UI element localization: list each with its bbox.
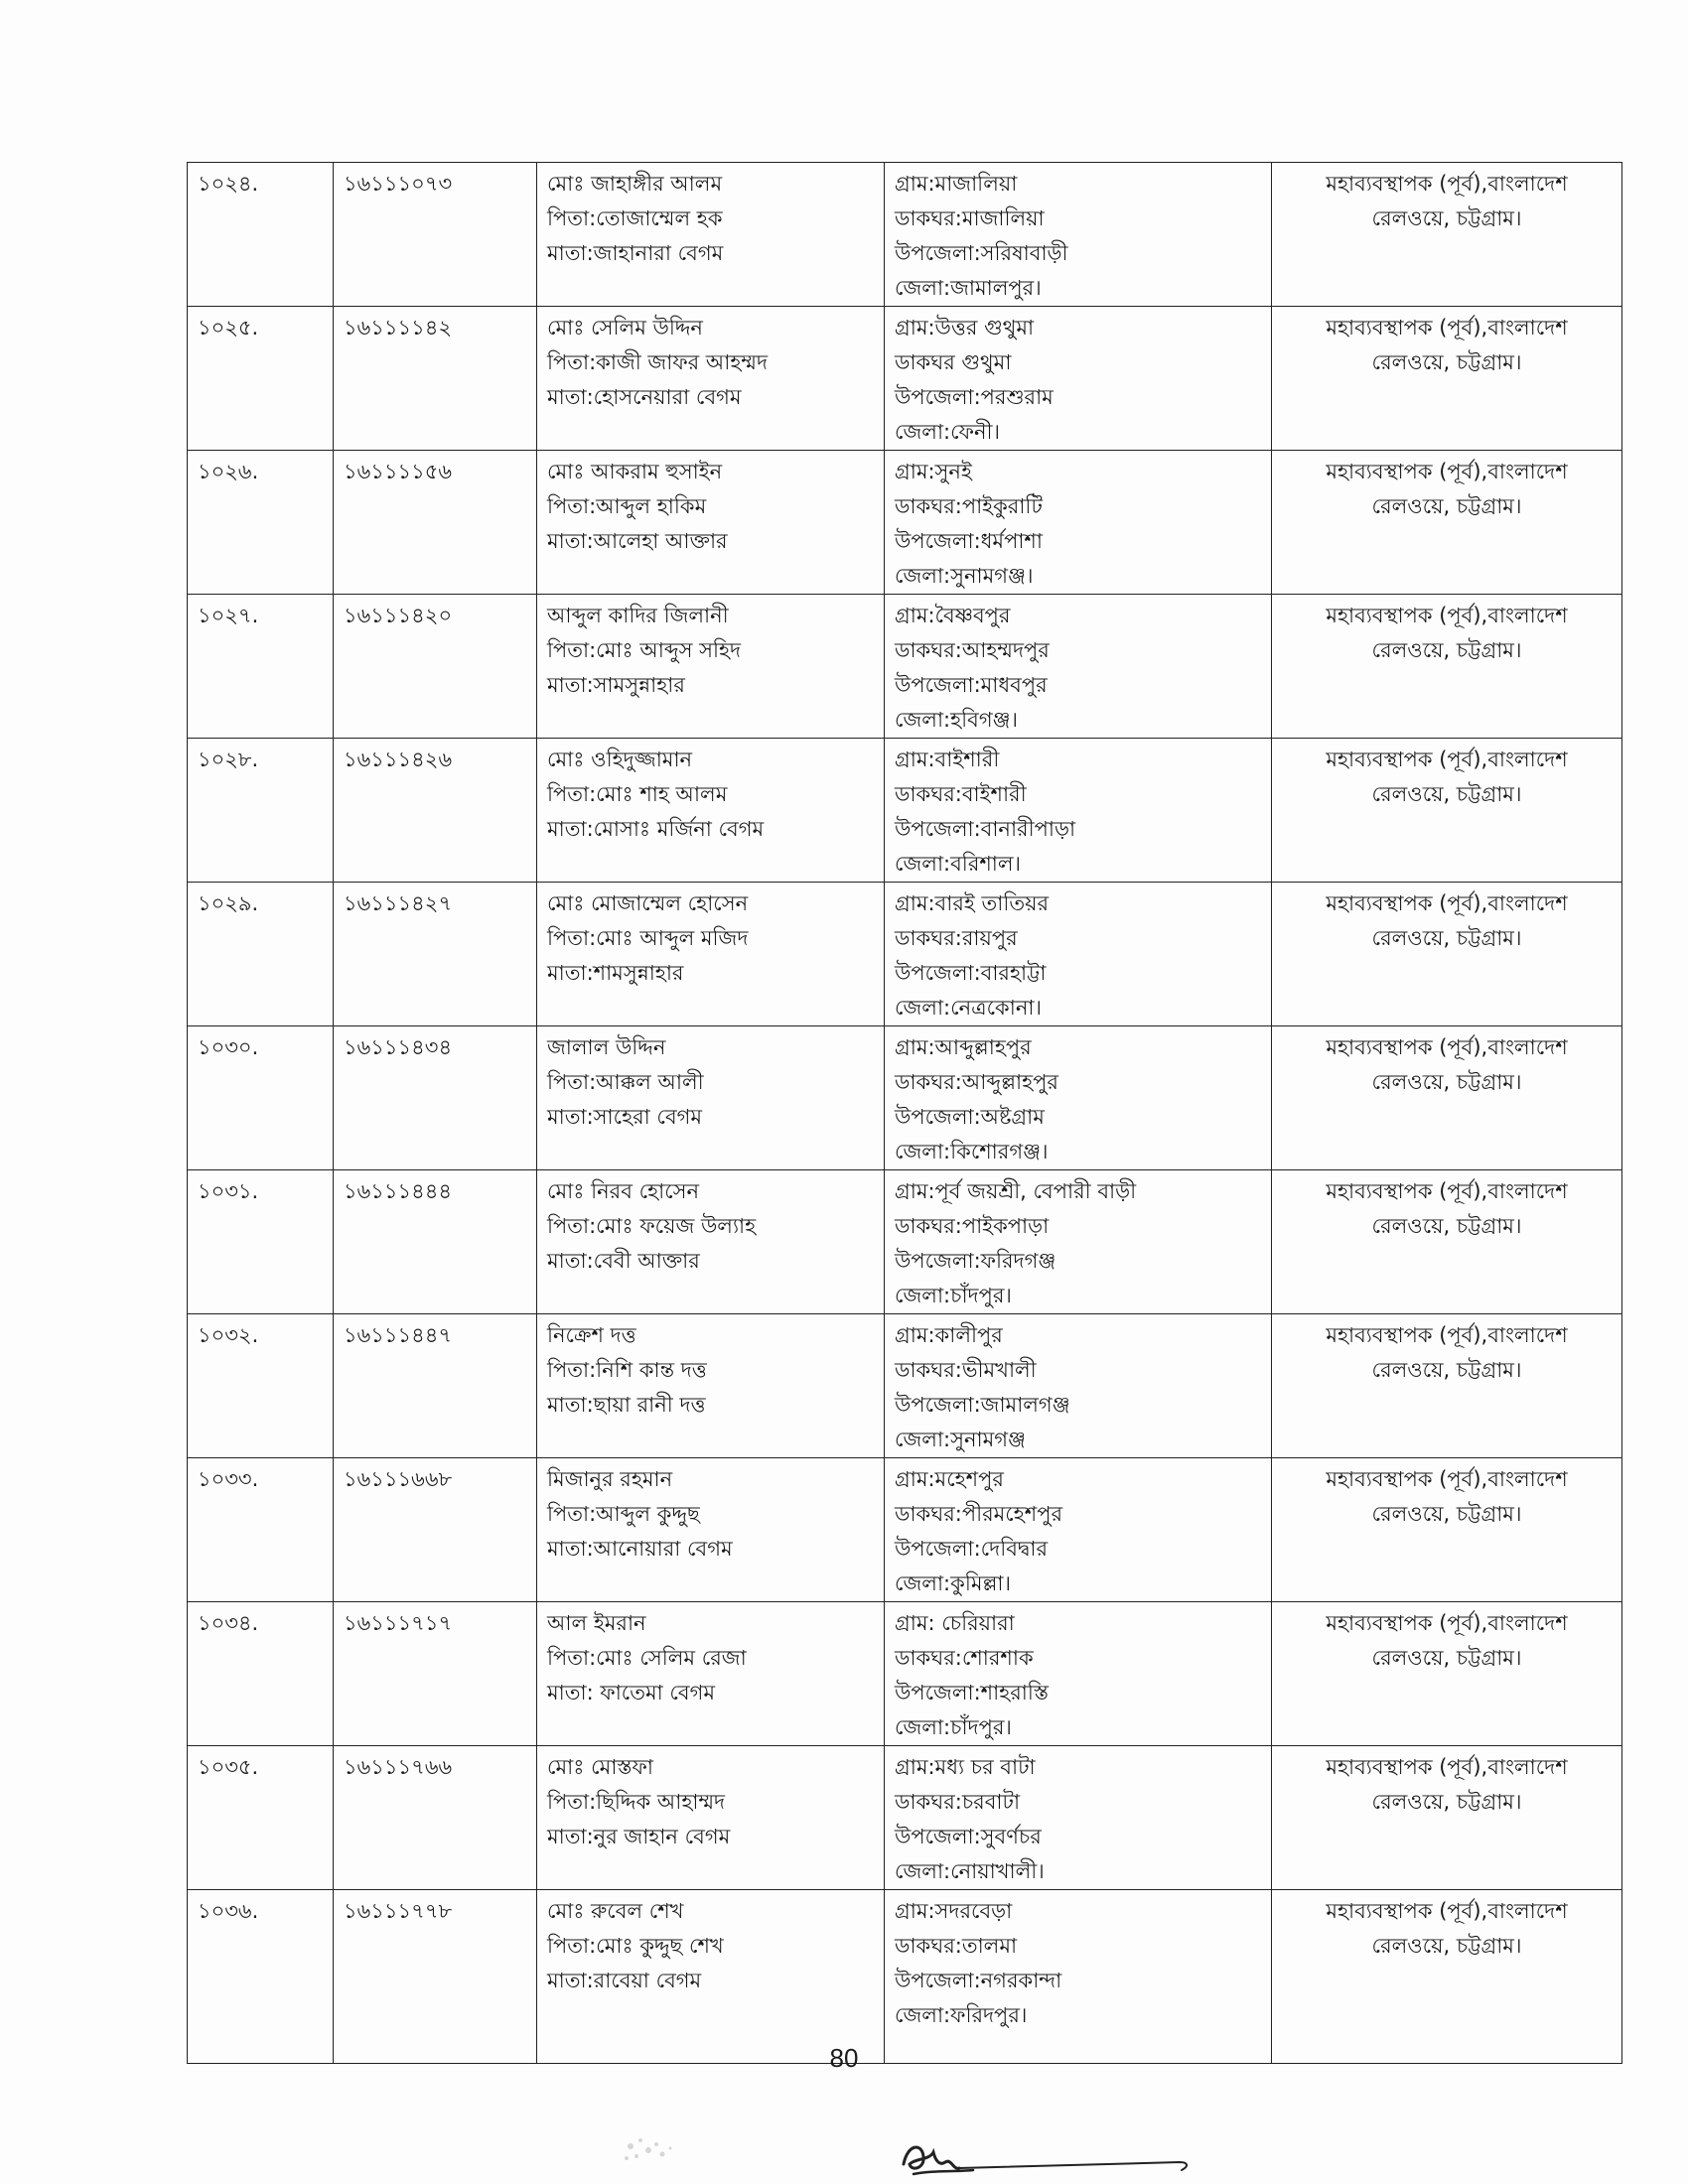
address-cell-district: জেলা:কুমিল্লা। bbox=[895, 1571, 1012, 1595]
name-cell bbox=[537, 1890, 885, 2064]
name-cell-name: জালাল উদ্দিন bbox=[547, 1035, 666, 1059]
candidate-table-body bbox=[188, 163, 1622, 2064]
roll-cell bbox=[334, 1890, 537, 2064]
office-cell-office-2: রেলওয়ে, চট্টগ্রাম। bbox=[1371, 1502, 1522, 1526]
serial-cell-serial: ১০৩৪. bbox=[198, 1611, 259, 1635]
name-cell bbox=[537, 883, 885, 1026]
address-cell-district: জেলা:চাঁদপুর। bbox=[895, 1715, 1012, 1739]
address-cell-upazila: উপজেলা:জামালগঞ্জ bbox=[895, 1393, 1070, 1417]
office-cell-office-2: রেলওয়ে, চট্টগ্রাম। bbox=[1371, 782, 1522, 806]
roll-cell-roll: ১৬১১১১৫৬ bbox=[344, 460, 453, 483]
address-cell-post: ডাকঘর:তালমা bbox=[895, 1934, 1018, 1958]
office-cell-office-1: মহাব্যবস্থাপক (পূর্ব),বাংলাদেশ bbox=[1326, 1755, 1568, 1779]
roll-cell bbox=[334, 883, 537, 1026]
serial-cell bbox=[188, 163, 334, 307]
address-cell-village: গ্রাম: চেরিয়ারা bbox=[895, 1611, 1015, 1635]
name-cell-mother: মাতা:মোসাঃ মর্জিনা বেগম bbox=[547, 817, 765, 841]
roll-cell bbox=[334, 1026, 537, 1170]
office-cell bbox=[1272, 1314, 1622, 1458]
address-cell-district: জেলা:সুনামগঞ্জ। bbox=[895, 564, 1034, 588]
name-cell-father: পিতা:মোঃ কুদ্দুছ শেখ bbox=[547, 1934, 724, 1958]
roll-cell bbox=[334, 1314, 537, 1458]
address-cell bbox=[885, 595, 1272, 739]
address-cell-district: জেলা:সুনামগঞ্জ bbox=[895, 1428, 1026, 1451]
serial-cell-serial: ১০৩৫. bbox=[198, 1755, 259, 1779]
roll-cell-roll: ১৬১১১৪৩৪ bbox=[344, 1035, 453, 1059]
table-row bbox=[188, 595, 1622, 739]
address-cell-village: গ্রাম:মাজালিয়া bbox=[895, 172, 1018, 196]
office-cell-office-2: রেলওয়ে, চট্টগ্রাম। bbox=[1371, 1934, 1522, 1958]
name-cell-name: মোঃ সেলিম উদ্দিন bbox=[547, 316, 703, 340]
serial-cell bbox=[188, 739, 334, 883]
serial-cell-serial: ১০২৭. bbox=[198, 604, 259, 627]
address-cell bbox=[885, 307, 1272, 451]
table-row bbox=[188, 883, 1622, 1026]
office-cell-office-1: মহাব্যবস্থাপক (পূর্ব),বাংলাদেশ bbox=[1326, 604, 1568, 627]
address-cell-upazila: উপজেলা:অষ্টগ্রাম bbox=[895, 1105, 1045, 1129]
serial-cell-serial: ১০৩১. bbox=[198, 1179, 259, 1203]
address-cell-post: ডাকঘর:পাইকপাড়া bbox=[895, 1214, 1050, 1238]
name-cell-name: মোঃ আকরাম হুসাইন bbox=[547, 460, 723, 483]
roll-cell-roll: ১৬১১১০৭৩ bbox=[344, 172, 453, 196]
name-cell-name: মোঃ মোস্তফা bbox=[547, 1755, 653, 1779]
roll-cell-roll: ১৬১১১৪৪৪ bbox=[344, 1179, 453, 1203]
address-cell-upazila: উপজেলা:ধর্মপাশা bbox=[895, 529, 1043, 553]
table-row bbox=[188, 451, 1622, 595]
name-cell-father: পিতা:মোঃ আব্দুস সহিদ bbox=[547, 638, 742, 662]
table-row bbox=[188, 307, 1622, 451]
office-cell bbox=[1272, 1026, 1622, 1170]
candidate-table bbox=[187, 162, 1622, 2064]
address-cell-village: গ্রাম:উত্তর গুথুমা bbox=[895, 316, 1035, 340]
address-cell-district: জেলা:ফেনী। bbox=[895, 420, 1001, 444]
name-cell bbox=[537, 1026, 885, 1170]
roll-cell bbox=[334, 1458, 537, 1602]
address-cell-village: গ্রাম:আব্দুল্লাহপুর bbox=[895, 1035, 1032, 1059]
roll-cell bbox=[334, 595, 537, 739]
serial-cell bbox=[188, 1746, 334, 1890]
name-cell-name: মোঃ মোজাম্মেল হোসেন bbox=[547, 891, 749, 915]
address-cell-post: ডাকঘর গুথুমা bbox=[895, 350, 1012, 374]
address-cell-village: গ্রাম:বাইশারী bbox=[895, 748, 1000, 771]
roll-cell bbox=[334, 1746, 537, 1890]
address-cell-village: গ্রাম:সুনই bbox=[895, 460, 972, 483]
office-cell-office-2: রেলওয়ে, চট্টগ্রাম। bbox=[1371, 1646, 1522, 1670]
name-cell-mother: মাতা:আলেহা আক্তার bbox=[547, 529, 728, 553]
serial-cell-serial: ১০২৫. bbox=[198, 316, 259, 340]
table-row bbox=[188, 1890, 1622, 2064]
name-cell-mother: মাতা:সাহেরা বেগম bbox=[547, 1105, 703, 1129]
name-cell-father: পিতা:ছিদ্দিক আহাম্মদ bbox=[547, 1790, 726, 1814]
name-cell bbox=[537, 451, 885, 595]
address-cell-post: ডাকঘর:চরবাটা bbox=[895, 1790, 1021, 1814]
office-cell-office-2: রেলওয়ে, চট্টগ্রাম। bbox=[1371, 1790, 1522, 1814]
office-cell-office-1: মহাব্যবস্থাপক (পূর্ব),বাংলাদেশ bbox=[1326, 748, 1568, 771]
serial-cell-serial: ১০৩৬. bbox=[198, 1899, 259, 1923]
roll-cell-roll: ১৬১১১৭৬৬ bbox=[344, 1755, 453, 1779]
page-number: 80 bbox=[829, 2043, 859, 2073]
address-cell-district: জেলা:কিশোরগঞ্জ। bbox=[895, 1140, 1049, 1163]
office-cell bbox=[1272, 739, 1622, 883]
office-cell-office-2: রেলওয়ে, চট্টগ্রাম। bbox=[1371, 926, 1522, 950]
address-cell bbox=[885, 1458, 1272, 1602]
address-cell bbox=[885, 451, 1272, 595]
office-cell bbox=[1272, 883, 1622, 1026]
name-cell-mother: মাতা:শামসুন্নাহার bbox=[547, 961, 684, 985]
address-cell-district: জেলা:নোয়াখালী। bbox=[895, 1859, 1045, 1883]
name-cell-mother: মাতা:আনোয়ারা বেগম bbox=[547, 1537, 733, 1561]
serial-cell-serial: ১০৩২. bbox=[198, 1323, 259, 1347]
roll-cell-roll: ১৬১১১৭৭৮ bbox=[344, 1899, 453, 1923]
table-row bbox=[188, 1746, 1622, 1890]
roll-cell-roll: ১৬১১১৪২০ bbox=[344, 604, 453, 627]
name-cell-mother: মাতা:ছায়া রানী দত্ত bbox=[547, 1393, 706, 1417]
name-cell-father: পিতা:আব্দুল হাকিম bbox=[547, 494, 707, 518]
office-cell bbox=[1272, 1890, 1622, 2064]
name-cell-father: পিতা:মোঃ আব্দুল মজিদ bbox=[547, 926, 749, 950]
roll-cell-roll: ১৬১১১৭১৭ bbox=[344, 1611, 453, 1635]
address-cell-district: জেলা:চাঁদপুর। bbox=[895, 1284, 1012, 1307]
address-cell bbox=[885, 1170, 1272, 1314]
serial-cell-serial: ১০২৬. bbox=[198, 460, 259, 483]
address-cell-district: জেলা:হবিগঞ্জ। bbox=[895, 708, 1019, 732]
name-cell-father: পিতা:তোজাম্মেল হক bbox=[547, 206, 723, 230]
roll-cell-roll: ১৬১১১৪২৬ bbox=[344, 748, 453, 771]
serial-cell bbox=[188, 1890, 334, 2064]
address-cell-upazila: উপজেলা:নগরকান্দা bbox=[895, 1969, 1062, 1992]
serial-cell bbox=[188, 451, 334, 595]
address-cell-upazila: উপজেলা:শাহরাস্তি bbox=[895, 1681, 1049, 1705]
name-cell-name: মোঃ জাহাঙ্গীর আলম bbox=[547, 172, 723, 196]
name-cell bbox=[537, 307, 885, 451]
address-cell-upazila: উপজেলা:ফরিদগঞ্জ bbox=[895, 1249, 1056, 1273]
address-cell-post: ডাকঘর:ভীমখালী bbox=[895, 1358, 1037, 1382]
address-cell bbox=[885, 1746, 1272, 1890]
address-cell-village: গ্রাম:সদরবেড়া bbox=[895, 1899, 1013, 1923]
office-cell-office-1: মহাব্যবস্থাপক (পূর্ব),বাংলাদেশ bbox=[1326, 172, 1568, 196]
office-cell-office-1: মহাব্যবস্থাপক (পূর্ব),বাংলাদেশ bbox=[1326, 1035, 1568, 1059]
serial-cell bbox=[188, 1026, 334, 1170]
address-cell-village: গ্রাম:মহেশপুর bbox=[895, 1467, 1004, 1491]
name-cell-father: পিতা:মোঃ সেলিম রেজা bbox=[547, 1646, 747, 1670]
roll-cell bbox=[334, 1602, 537, 1746]
office-cell bbox=[1272, 1746, 1622, 1890]
serial-cell bbox=[188, 1458, 334, 1602]
office-cell-office-1: মহাব্যবস্থাপক (পূর্ব),বাংলাদেশ bbox=[1326, 891, 1568, 915]
address-cell-upazila: উপজেলা:বানারীপাড়া bbox=[895, 817, 1076, 841]
roll-cell bbox=[334, 739, 537, 883]
address-cell-district: জেলা:নেত্রকোনা। bbox=[895, 996, 1042, 1020]
office-cell bbox=[1272, 1458, 1622, 1602]
table-row bbox=[188, 1026, 1622, 1170]
address-cell bbox=[885, 1026, 1272, 1170]
serial-cell-serial: ১০৩০. bbox=[198, 1035, 259, 1059]
serial-cell bbox=[188, 1314, 334, 1458]
serial-cell bbox=[188, 883, 334, 1026]
address-cell-village: গ্রাম:বৈষ্ণবপুর bbox=[895, 604, 1011, 627]
table-row bbox=[188, 739, 1622, 883]
office-cell bbox=[1272, 595, 1622, 739]
address-cell bbox=[885, 883, 1272, 1026]
name-cell bbox=[537, 1602, 885, 1746]
roll-cell-roll: ১৬১১১৬৬৮ bbox=[344, 1467, 453, 1491]
address-cell-district: জেলা:বরিশাল। bbox=[895, 852, 1022, 876]
address-cell-post: ডাকঘর:রায়পুর bbox=[895, 926, 1018, 950]
name-cell-mother: মাতা:হোসনেয়ারা বেগম bbox=[547, 385, 742, 409]
serial-cell bbox=[188, 307, 334, 451]
address-cell-upazila: উপজেলা:পরশুরাম bbox=[895, 385, 1054, 409]
name-cell-father: পিতা:নিশি কান্ত দত্ত bbox=[547, 1358, 707, 1382]
name-cell bbox=[537, 595, 885, 739]
address-cell-post: ডাকঘর:আহম্মদপুর bbox=[895, 638, 1050, 662]
name-cell-father: পিতা:মোঃ ফয়েজ উল্যাহ bbox=[547, 1214, 757, 1238]
address-cell-upazila: উপজেলা:বারহাট্টা bbox=[895, 961, 1047, 985]
name-cell-name: মোঃ নিরব হোসেন bbox=[547, 1179, 700, 1203]
name-cell-father: পিতা:আক্কল আলী bbox=[547, 1070, 704, 1094]
roll-cell bbox=[334, 163, 537, 307]
serial-cell bbox=[188, 1602, 334, 1746]
table-row bbox=[188, 1314, 1622, 1458]
office-cell bbox=[1272, 307, 1622, 451]
office-cell bbox=[1272, 451, 1622, 595]
name-cell bbox=[537, 1746, 885, 1890]
name-cell-name: মোঃ রুবেল শেখ bbox=[547, 1899, 684, 1923]
name-cell-father: পিতা:কাজী জাফর আহম্মদ bbox=[547, 350, 769, 374]
table-row bbox=[188, 1458, 1622, 1602]
address-cell bbox=[885, 1890, 1272, 2064]
name-cell-mother: মাতা:বেবী আক্তার bbox=[547, 1249, 700, 1273]
office-cell bbox=[1272, 1170, 1622, 1314]
address-cell-district: জেলা:জামালপুর। bbox=[895, 276, 1042, 300]
name-cell bbox=[537, 163, 885, 307]
office-cell-office-2: রেলওয়ে, চট্টগ্রাম। bbox=[1371, 1214, 1522, 1238]
name-cell bbox=[537, 1170, 885, 1314]
office-cell-office-1: মহাব্যবস্থাপক (পূর্ব),বাংলাদেশ bbox=[1326, 1467, 1568, 1491]
roll-cell-roll: ১৬১১১৪৪৭ bbox=[344, 1323, 453, 1347]
name-cell-name: আব্দুল কাদির জিলানী bbox=[547, 604, 729, 627]
office-cell-office-2: রেলওয়ে, চট্টগ্রাম। bbox=[1371, 206, 1522, 230]
office-cell-office-2: রেলওয়ে, চট্টগ্রাম। bbox=[1371, 350, 1522, 374]
office-cell-office-2: রেলওয়ে, চট্টগ্রাম। bbox=[1371, 1070, 1522, 1094]
name-cell-mother: মাতা:রাবেয়া বেগম bbox=[547, 1969, 702, 1992]
table-row bbox=[188, 1602, 1622, 1746]
office-cell-office-1: মহাব্যবস্থাপক (পূর্ব),বাংলাদেশ bbox=[1326, 1323, 1568, 1347]
address-cell-village: গ্রাম:কালীপুর bbox=[895, 1323, 1003, 1347]
office-cell-office-1: মহাব্যবস্থাপক (পূর্ব),বাংলাদেশ bbox=[1326, 316, 1568, 340]
address-cell bbox=[885, 1602, 1272, 1746]
name-cell bbox=[537, 1458, 885, 1602]
address-cell-upazila: উপজেলা:সুবর্ণচর bbox=[895, 1825, 1042, 1848]
scan-smudge bbox=[611, 2124, 700, 2174]
serial-cell bbox=[188, 1170, 334, 1314]
address-cell-post: ডাকঘর:পাইকুরাটি bbox=[895, 494, 1043, 518]
roll-cell bbox=[334, 1170, 537, 1314]
address-cell-post: ডাকঘর:বাইশারী bbox=[895, 782, 1027, 806]
address-cell-post: ডাকঘর:শোরশাক bbox=[895, 1646, 1034, 1670]
address-cell-village: গ্রাম:মধ্য চর বাটা bbox=[895, 1755, 1036, 1779]
name-cell-father: পিতা:আব্দুল কুদ্দুছ bbox=[547, 1502, 700, 1526]
address-cell-upazila: উপজেলা:মাধবপুর bbox=[895, 673, 1048, 697]
address-cell-district: জেলা:ফরিদপুর। bbox=[895, 2003, 1028, 2027]
name-cell-name: আল ইমরান bbox=[547, 1611, 646, 1635]
name-cell-name: নিক্রেশ দত্ত bbox=[547, 1323, 636, 1347]
address-cell bbox=[885, 1314, 1272, 1458]
office-cell-office-1: মহাব্যবস্থাপক (পূর্ব),বাংলাদেশ bbox=[1326, 460, 1568, 483]
name-cell-mother: মাতা:নুর জাহান বেগম bbox=[547, 1825, 731, 1848]
address-cell-village: গ্রাম:বারই তাতিয়র bbox=[895, 891, 1050, 915]
office-cell-office-1: মহাব্যবস্থাপক (পূর্ব),বাংলাদেশ bbox=[1326, 1899, 1568, 1923]
name-cell-mother: মাতা:সামসুন্নাহার bbox=[547, 673, 685, 697]
office-cell bbox=[1272, 1602, 1622, 1746]
address-cell-post: ডাকঘর:মাজালিয়া bbox=[895, 206, 1045, 230]
table-row bbox=[188, 163, 1622, 307]
office-cell-office-2: রেলওয়ে, চট্টগ্রাম। bbox=[1371, 638, 1522, 662]
address-cell-upazila: উপজেলা:দেবিদ্বার bbox=[895, 1537, 1049, 1561]
name-cell-father: পিতা:মোঃ শাহ আলম bbox=[547, 782, 728, 806]
name-cell bbox=[537, 1314, 885, 1458]
address-cell bbox=[885, 739, 1272, 883]
name-cell-mother: মাতা:জাহানারা বেগম bbox=[547, 241, 724, 265]
serial-cell-serial: ১০৩৩. bbox=[198, 1467, 259, 1491]
office-cell-office-1: মহাব্যবস্থাপক (পূর্ব),বাংলাদেশ bbox=[1326, 1611, 1568, 1635]
roll-cell-roll: ১৬১১১৪২৭ bbox=[344, 891, 453, 915]
table-row bbox=[188, 1170, 1622, 1314]
name-cell-name: মোঃ ওহিদুজ্জামান bbox=[547, 748, 693, 771]
serial-cell-serial: ১০২৮. bbox=[198, 748, 259, 771]
name-cell-name: মিজানুর রহমান bbox=[547, 1467, 673, 1491]
roll-cell bbox=[334, 451, 537, 595]
signature bbox=[894, 2134, 1211, 2184]
address-cell-post: ডাকঘর:আব্দুল্লাহপুর bbox=[895, 1070, 1058, 1094]
office-cell-office-2: রেলওয়ে, চট্টগ্রাম। bbox=[1371, 1358, 1522, 1382]
serial-cell-serial: ১০২৪. bbox=[198, 172, 259, 196]
office-cell bbox=[1272, 163, 1622, 307]
serial-cell-serial: ১০২৯. bbox=[198, 891, 259, 915]
address-cell-village: গ্রাম:পূর্ব জয়শ্রী, বেপারী বাড়ী bbox=[895, 1179, 1137, 1203]
name-cell-mother: মাতা: ফাতেমা বেগম bbox=[547, 1681, 716, 1705]
address-cell-upazila: উপজেলা:সরিষাবাড়ী bbox=[895, 241, 1068, 265]
roll-cell bbox=[334, 307, 537, 451]
serial-cell bbox=[188, 595, 334, 739]
address-cell-post: ডাকঘর:পীরমহেশপুর bbox=[895, 1502, 1063, 1526]
office-cell-office-1: মহাব্যবস্থাপক (পূর্ব),বাংলাদেশ bbox=[1326, 1179, 1568, 1203]
address-cell bbox=[885, 163, 1272, 307]
roll-cell-roll: ১৬১১১১৪২ bbox=[344, 316, 453, 340]
office-cell-office-2: রেলওয়ে, চট্টগ্রাম। bbox=[1371, 494, 1522, 518]
name-cell bbox=[537, 739, 885, 883]
